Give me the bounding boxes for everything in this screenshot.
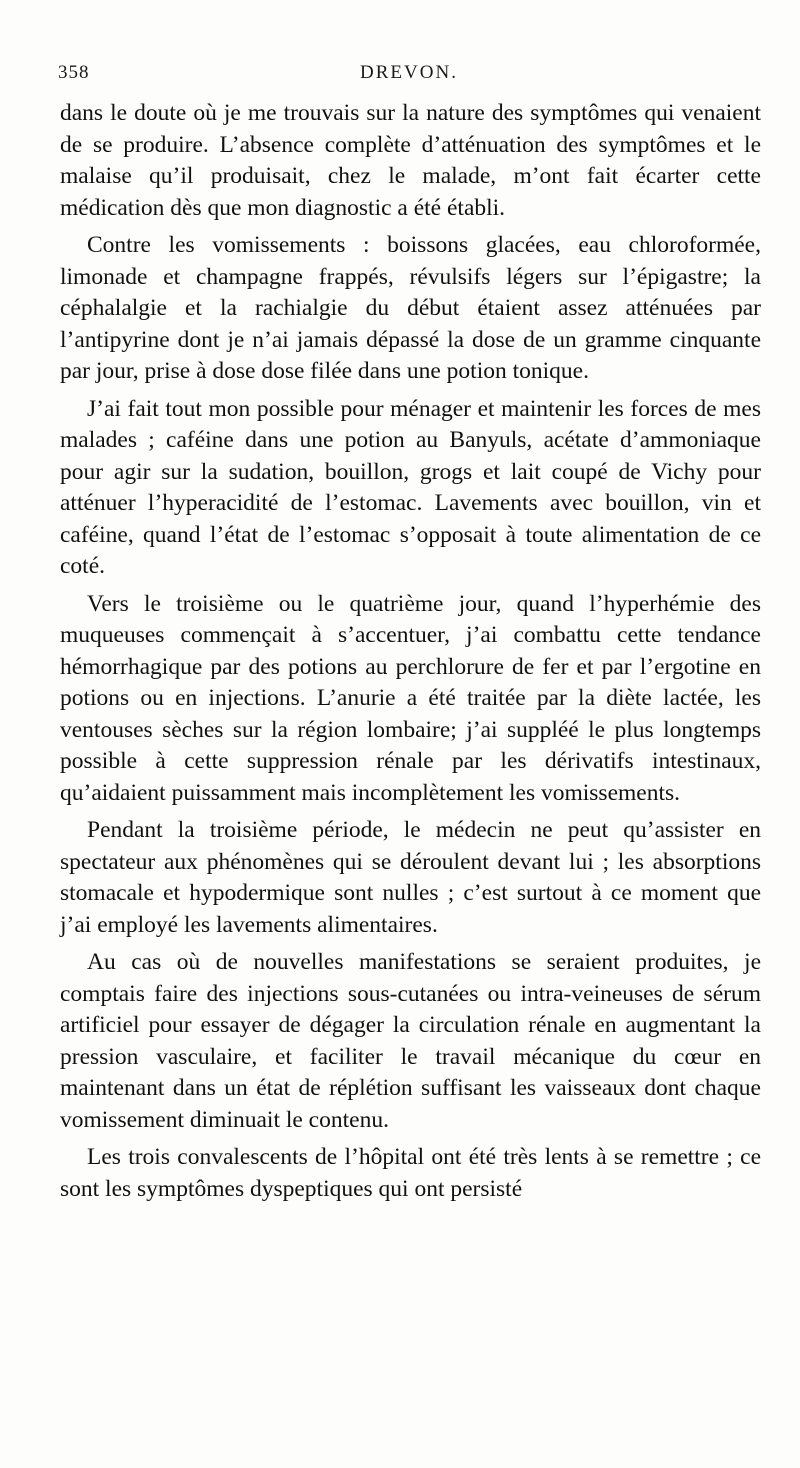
page-number: 358	[58, 62, 90, 83]
paragraph: Contre les vomissements : boissons glacées, eau chloroformée, limonade et champagne frappés, révulsifs légers sur l’épigastre; la céphalalgie et la rachialgie du début étaient assez atténuées par l’antipyrine dont je n’ai jamais dépassé la dose de un gramme cinquante par jour, prise à dose dose filée dans une potion tonique.	[60, 232, 761, 384]
paragraph: Au cas où de nouvelles manifestations se seraient produites, je comptais faire des injections sous-cutanées ou intra-veineuses de sérum artificiel pour essayer de dégager la circulation rénale en augmentant la pression vasculaire, et faciliter le travail mécanique du cœur en maintenant dans un état de réplétion suffisant les vaisseaux dont chaque vomissement diminuait le contenu.	[60, 949, 761, 1133]
body-text	[60, 98, 761, 1211]
running-head	[58, 62, 760, 90]
paragraph: J’ai fait tout mon possible pour ménager et maintenir les forces de mes malades ; caféine dans une potion au Banyuls, acétate d’ammoniaque pour agir sur la sudation, bouillon, grogs et lait coupé de Vichy pour atténuer l’hyperacidité de l’estomac. Lavements avec bouillon, vin et caféine, quand l’état de l’estomac s’opposait à toute alimentation de ce coté.	[60, 395, 761, 579]
paragraph: Les trois convalescents de l’hôpital ont été très lents à se remettre ; ce sont les symptômes dyspeptiques qui ont persisté	[60, 1144, 761, 1202]
paragraph: Vers le troisième ou le quatrième jour, quand l’hyperhémie des muqueuses commençait à s’accentuer, j’ai combattu cette tendance hémorrhagique par des potions au perchlorure de fer et par l’ergotine en potions ou en injections. L’anurie a été traitée par la diète lactée, les ventouses sèches sur la région lombaire; j’ai suppléé le plus longtemps possible à cette suppression rénale par les dérivatifs intestinaux, qu’aidaient puissamment mais incomplètement les vomissements.	[60, 590, 761, 806]
paragraph: dans le doute où je me trouvais sur la nature des symptômes qui venaient de se produire. L’absence complète d’atténuation des symptômes et le malaise qu’il produisait, chez le malade, m’ont fait écarter cette médication dès que mon diagnostic a été établi.	[60, 100, 761, 221]
running-title: DREVON.	[360, 62, 458, 83]
paragraph: Pendant la troisième période, le médecin ne peut qu’assister en spectateur aux phénomènes qui se déroulent devant lui ; les absorptions stomacale et hypodermique sont nulles ; c’est surtout à ce moment que j’ai employé les lavements alimentaires.	[60, 817, 761, 938]
